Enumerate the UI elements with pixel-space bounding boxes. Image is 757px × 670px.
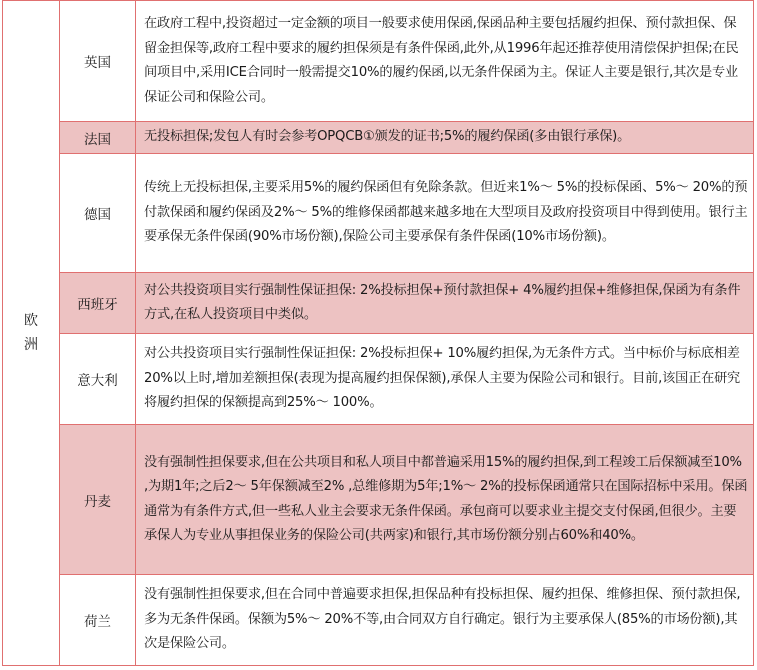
region-label: 欧洲 — [24, 313, 38, 353]
description-cell: 无投标担保;发包人有时会参考OPQCB①颁发的证书;5%的履约保函(多由银行承保)。 — [136, 122, 754, 154]
country-cell: 德国 — [60, 154, 136, 273]
table-row-netherlands — [3, 575, 754, 666]
country-cell: 英国 — [60, 1, 136, 122]
country-cell: 意大利 — [60, 334, 136, 425]
guarantee-comparison-table — [2, 0, 754, 666]
description-cell: 传统上无投标担保,主要采用5%的履约保函但有免除条款。但近来1%～ 5%的投标保函、5%～ 20%的预付款保函和履约保函及2%～ 5%的维修保函都越来越多地在大型项目及政府投资项目中得到使用。银行主要承保无条件保函(90%市场份额),保险公司主要承保有条件保函(10%市场份额)。 — [136, 154, 754, 273]
description-cell: 对公共投资项目实行强制性保证担保: 2%投标担保+预付款担保+ 4%履约担保+维修担保,保函为有条件方式,在私人投资项目中类似。 — [136, 273, 754, 334]
table-row-spain — [3, 273, 754, 334]
description-cell: 没有强制性担保要求,但在公共项目和私人项目中都普遍采用15%的履约担保,到工程竣工后保额减至10% ,为期1年;之后2～ 5年保额减至2% ,总维修期为5年;1%～ 2%的投标保函通常只在国际招标中采用。保函通常为有条件方式,但一些私人业主会要求无条件保函。承包商可以要求业主提交支付保函,但很少。主要承保人为专业从事担保业务的保险公司(共两家)和银行,其市场份额分别占60%和40%。 — [136, 425, 754, 575]
description-cell: 对公共投资项目实行强制性保证担保: 2%投标担保+ 10%履约担保,为无条件方式。当中标价与标底相差20%以上时,增加差额担保(表现为提高履约担保保额),承保人主要为保险公司和银行。目前,该国正在研究将履约担保的保额提高到25%～ 100%。 — [136, 334, 754, 425]
country-cell: 荷兰 — [60, 575, 136, 666]
country-cell: 法国 — [60, 122, 136, 154]
country-cell: 丹麦 — [60, 425, 136, 575]
table-row-germany — [3, 154, 754, 273]
table-row-denmark — [3, 425, 754, 575]
description-cell: 在政府工程中,投资超过一定金额的项目一般要求使用保函,保函品种主要包括履约担保、预付款担保、保留金担保等,政府工程中要求的履约担保须是有条件保函,此外,从1996年起还推荐使用清偿保护担保;在民间项目中,采用ICE合同时一般需提交10%的履约保函,以无条件保函为主。保证人主要是银行,其次是专业保证公司和保险公司。 — [136, 1, 754, 122]
table-row-uk — [3, 1, 754, 122]
description-cell: 没有强制性担保要求,但在合同中普遍要求担保,担保品种有投标担保、履约担保、维修担保、预付款担保,多为无条件保函。保额为5%～ 20%不等,由合同双方自行确定。银行为主要承保人(85%的市场份额),其次是保险公司。 — [136, 575, 754, 666]
country-cell: 西班牙 — [60, 273, 136, 334]
table-row-france — [3, 122, 754, 154]
table-row-italy — [3, 334, 754, 425]
region-cell — [3, 1, 60, 666]
